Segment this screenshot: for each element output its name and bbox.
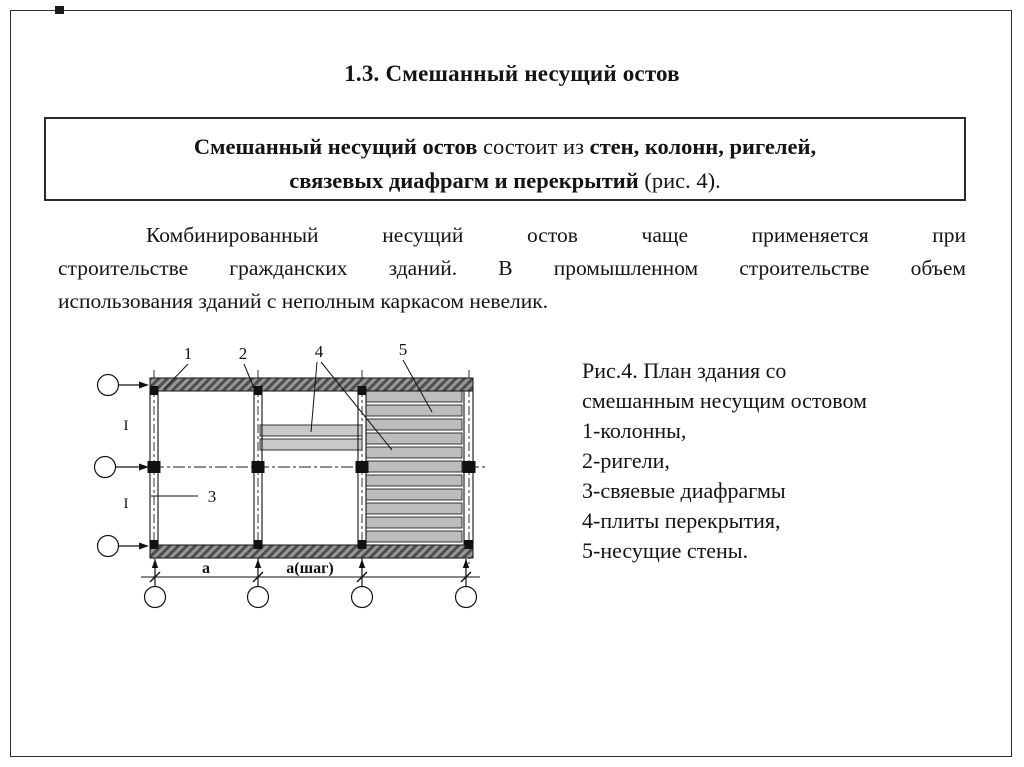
paragraph-line: использования зданий с неполным каркасом невелик. xyxy=(58,289,549,313)
dimension-label-a: а xyxy=(202,560,210,577)
building-plan-figure xyxy=(85,340,505,625)
definition-regular-2: (рис. 4). xyxy=(644,168,721,193)
figure-caption xyxy=(582,356,867,566)
figure-caption-line: 5-несущие стены. xyxy=(582,538,749,563)
page-title: 1.3. Смешанный несущий остов xyxy=(344,61,680,86)
axis-tick-mark: I xyxy=(123,418,129,434)
definition-box xyxy=(44,117,966,201)
definition-bold-3: связевых диафрагм и перекрытий xyxy=(289,168,645,193)
dimension-label-a-step: а(шаг) xyxy=(286,560,334,577)
figure-caption-line: 4-плиты перекрытия, xyxy=(582,508,781,533)
paragraph-line: строительстве гражданских зданий. В промышленном строительстве объем xyxy=(58,256,966,280)
callout-1: 1 xyxy=(183,344,193,363)
figure-caption-line: 1-колонны, xyxy=(582,418,687,443)
figure-caption-line: смешанным несущим остовом xyxy=(582,388,867,413)
callout-4: 4 xyxy=(314,342,324,361)
definition-regular-1: состоит из xyxy=(482,134,590,159)
left-axis-markers xyxy=(95,375,141,557)
figure-caption-line: Рис.4. План здания со xyxy=(582,358,787,383)
figure-caption-line: 2-ригели, xyxy=(582,448,670,473)
corner-mark xyxy=(55,6,64,14)
body-paragraph xyxy=(58,219,966,318)
paragraph-line: Комбинированный несущий остов чаще применяется при xyxy=(146,223,966,247)
callout-3: 3 xyxy=(207,487,217,506)
floor-slabs xyxy=(366,391,462,542)
callout-5: 5 xyxy=(398,340,408,359)
definition-bold-1: Смешанный несущий остов xyxy=(193,134,483,159)
definition-bold-2: стен, колонн, ригелей, xyxy=(589,134,817,159)
callout-2: 2 xyxy=(238,344,248,363)
figure-caption-line: 3-свяевые диафрагмы xyxy=(582,478,786,503)
axis-tick-mark: I xyxy=(123,496,129,512)
